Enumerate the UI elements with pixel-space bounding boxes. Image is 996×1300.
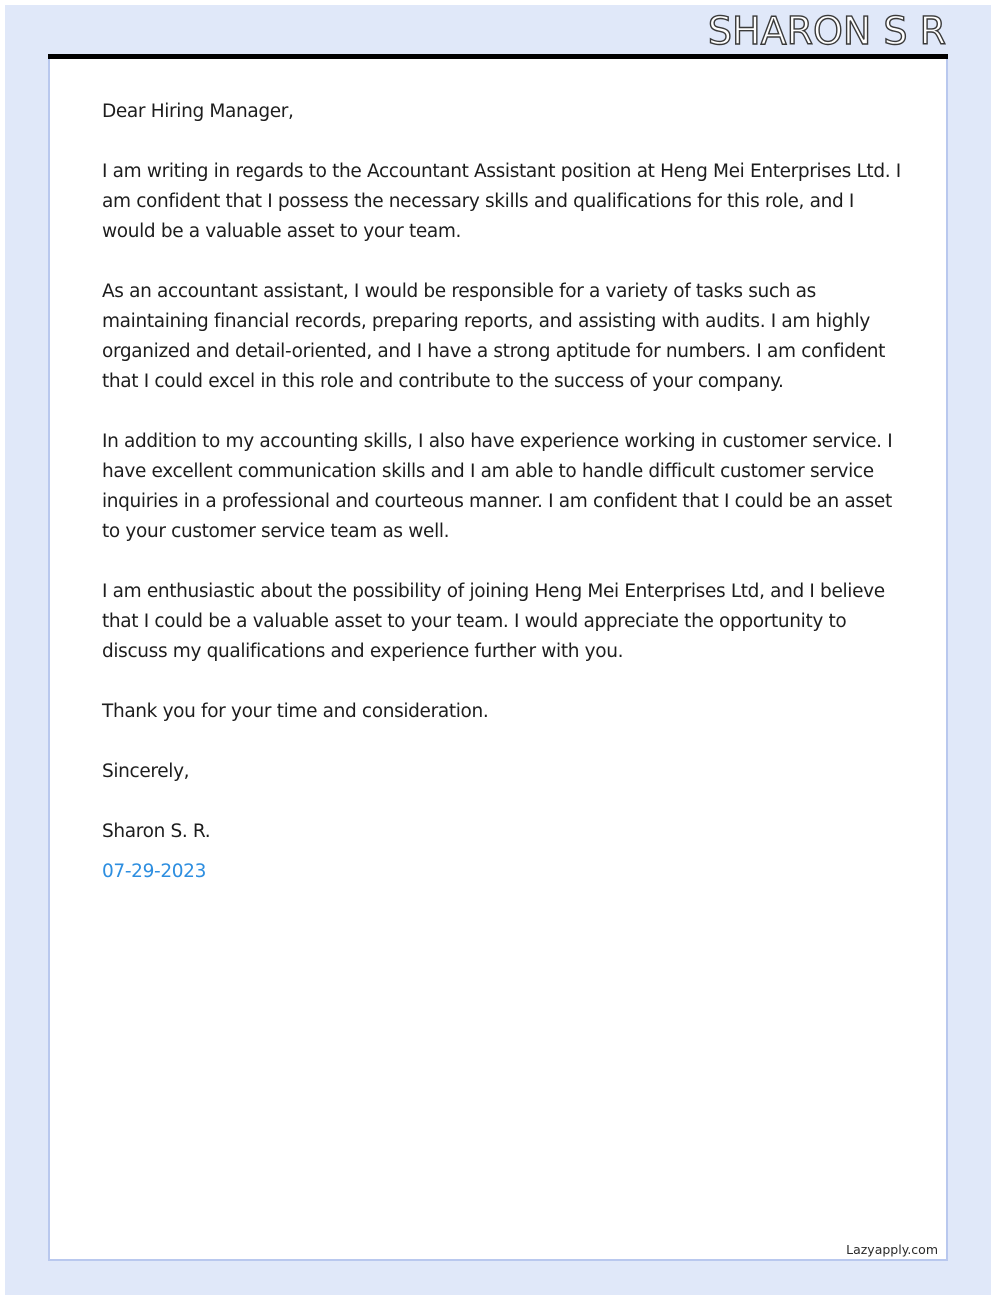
paragraph-customer-service: In addition to my accounting skills, I also have experience working in customer service. I have excellent communication skills and I am able to handle difficult customer service inquiries in a professional and courteous manner. I am confident that I could be an asset to your customer service team as well.: [102, 431, 893, 542]
paragraph-intro: I am writing in regards to the Accountant Assistant position at Heng Mei Enterprises Ltd. I am confident that I possess the necessary skills and qualifications for this role, and I would be a valuable asset to your team.: [102, 161, 901, 242]
paragraph-thanks: Thank you for your time and consideration.: [102, 701, 489, 722]
salutation: Dear Hiring Manager,: [102, 101, 294, 122]
letter-page: [48, 59, 948, 1261]
closing: Sincerely,: [102, 761, 190, 782]
cover-letter-body: [102, 97, 902, 917]
applicant-name-header: SHARON S R: [707, 9, 946, 53]
paragraph-role: As an accountant assistant, I would be responsible for a variety of tasks such as maintaining financial records, preparing reports, and assisting with audits. I am highly organized and detail-oriented, and I have a strong aptitude for numbers. I am confident that I could excel in this role and contribute to the success of your company.: [102, 281, 886, 392]
letter-date: 07-29-2023: [102, 861, 207, 882]
signature: Sharon S. R.: [102, 821, 211, 842]
paragraph-enthusiasm: I am enthusiastic about the possibility of joining Heng Mei Enterprises Ltd, and I believe that I could be a valuable asset to your team. I would appreciate the opportunity to discuss my qualifications and experience further with you.: [102, 581, 885, 662]
footer-brand: Lazyapply.com: [846, 1242, 938, 1257]
